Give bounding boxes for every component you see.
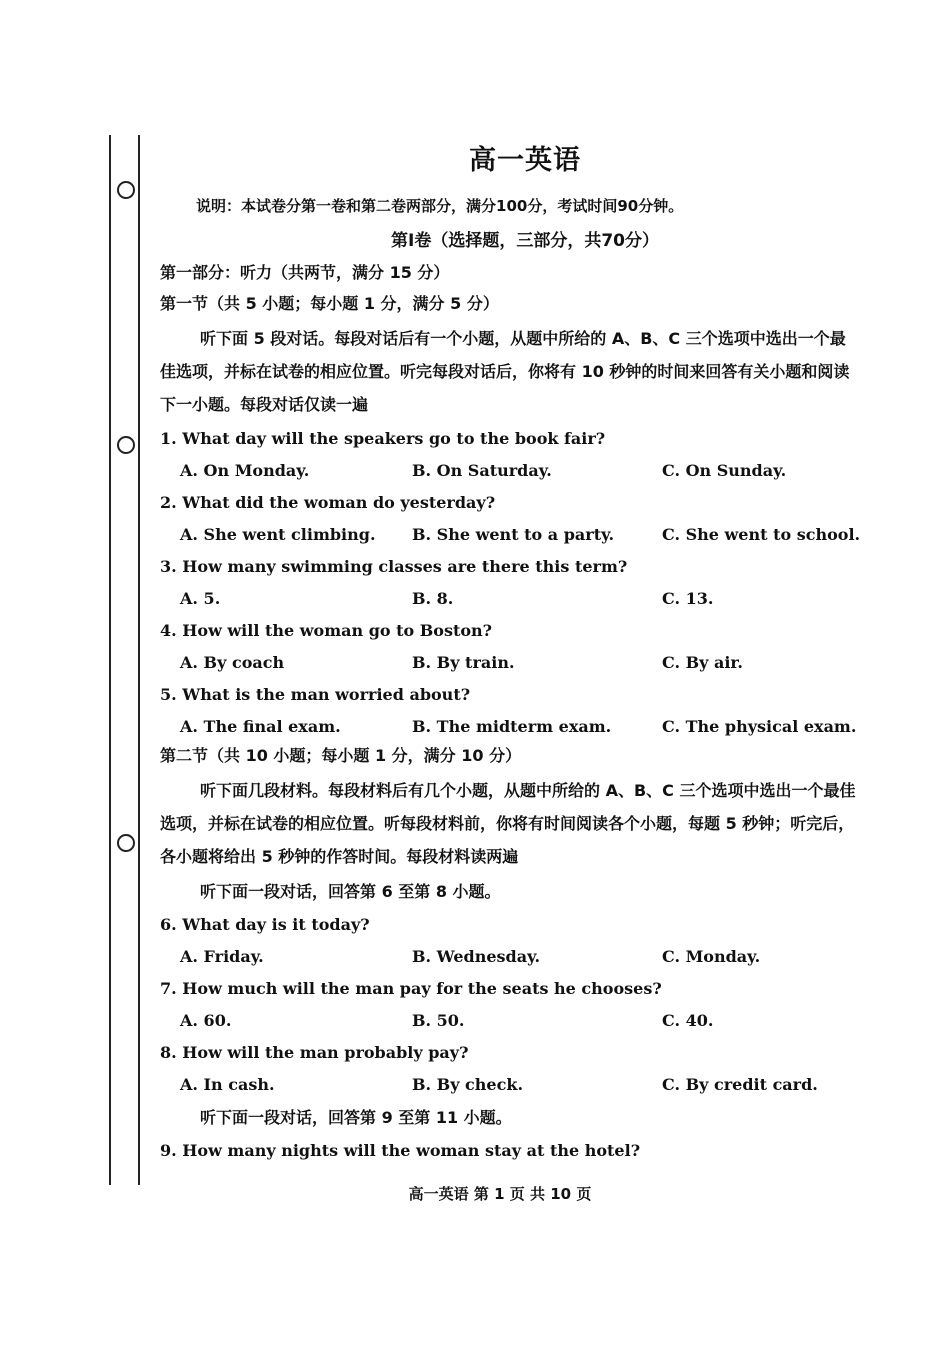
option-c: C. 13. <box>662 589 714 608</box>
binding-line-outer <box>109 135 111 1185</box>
question-text: 2. What did the woman do yesterday? <box>160 493 496 512</box>
option-a: A. Friday. <box>180 947 264 966</box>
option-b: B. By train. <box>412 653 515 672</box>
option-b: B. The midterm exam. <box>412 717 612 736</box>
question-8 <box>160 1037 860 1101</box>
question-7 <box>160 973 860 1037</box>
option-c: C. The physical exam. <box>662 717 857 736</box>
option-c: C. By air. <box>662 653 743 672</box>
options <box>160 711 860 743</box>
option-a: A. In cash. <box>180 1075 275 1094</box>
group1-instruction: 听下面一段对话，回答第 6 至第 8 小题。 <box>200 882 501 901</box>
options <box>160 583 860 615</box>
option-a: A. 60. <box>180 1011 232 1030</box>
question-2 <box>160 487 860 551</box>
options <box>160 1005 860 1037</box>
question-5 <box>160 679 860 743</box>
option-c: C. By credit card. <box>662 1075 818 1094</box>
option-c: C. She went to school. <box>662 525 861 544</box>
option-b: B. 8. <box>412 589 454 608</box>
page-title: 高一英语 <box>469 145 581 176</box>
option-b: B. She went to a party. <box>412 525 615 544</box>
options <box>160 647 860 679</box>
question-text: 8. How will the man probably pay? <box>160 1043 469 1062</box>
options <box>160 519 860 551</box>
question-text: 5. What is the man worried about? <box>160 685 471 704</box>
options <box>160 1069 860 1101</box>
option-b: B. 50. <box>412 1011 465 1030</box>
options <box>160 941 860 973</box>
question-1 <box>160 423 860 487</box>
group2-instruction: 听下面一段对话，回答第 9 至第 11 小题。 <box>200 1108 512 1127</box>
page-footer: 高一英语 第 1 页 共 10 页 <box>408 1185 592 1203</box>
section1-instructions: 听下面 5 段对话。每段对话后有一个小题，从题中所给的 A、B、C 三个选项中选出一个最佳选项，并标在试卷的相应位置。听完每段对话后，你将有 10 秒钟的时间来回答有关小题和阅读下一小题。每段对话仅读一遍 <box>160 329 850 414</box>
question-text: 4. How will the woman go to Boston? <box>160 621 493 640</box>
question-4 <box>160 615 860 679</box>
option-a: A. She went climbing. <box>180 525 376 544</box>
option-b: B. Wednesday. <box>412 947 541 966</box>
section2-heading: 第二节（共 10 小题；每小题 1 分，满分 10 分） <box>160 746 522 765</box>
exam-note: 说明：本试卷分第一卷和第二卷两部分，满分100分，考试时间90分钟。 <box>196 197 684 215</box>
binding-hole-bottom <box>117 834 135 852</box>
option-a: A. By coach <box>180 653 285 672</box>
question-text: 6. What day is it today? <box>160 915 370 934</box>
binding-hole-middle <box>117 436 135 454</box>
option-a: A. 5. <box>180 589 221 608</box>
question-6 <box>160 909 860 973</box>
binding-line-inner <box>138 135 140 1185</box>
option-a: A. On Monday. <box>180 461 310 480</box>
question-text: 3. How many swimming classes are there this term? <box>160 557 628 576</box>
part1-heading: 第一部分：听力（共两节，满分 15 分） <box>160 263 450 282</box>
exam-content <box>160 130 860 1167</box>
section2-instructions: 听下面几段材料。每段材料后有几个小题，从题中所给的 A、B、C 三个选项中选出一个最佳选项，并标在试卷的相应位置。听每段材料前，你将有时间阅读各个小题，每题 5 秒钟；听完后，各小题将给出 5 秒钟的作答时间。每段材料读两遍 <box>160 781 856 866</box>
question-9: 9. How many nights will the woman stay at the hotel? <box>160 1141 641 1160</box>
binding-hole-top <box>117 181 135 199</box>
question-text: 1. What day will the speakers go to the book fair? <box>160 429 606 448</box>
section1-heading: 第一节（共 5 小题；每小题 1 分，满分 5 分） <box>160 294 499 313</box>
question-text: 7. How much will the man pay for the seats he chooses? <box>160 979 662 998</box>
option-b: B. On Saturday. <box>412 461 552 480</box>
volume-heading: 第I卷（选择题，三部分，共70分） <box>391 231 659 251</box>
option-c: C. 40. <box>662 1011 714 1030</box>
option-b: B. By check. <box>412 1075 524 1094</box>
option-c: C. On Sunday. <box>662 461 787 480</box>
option-c: C. Monday. <box>662 947 761 966</box>
question-3 <box>160 551 860 615</box>
option-a: A. The final exam. <box>180 717 341 736</box>
options <box>160 455 860 487</box>
